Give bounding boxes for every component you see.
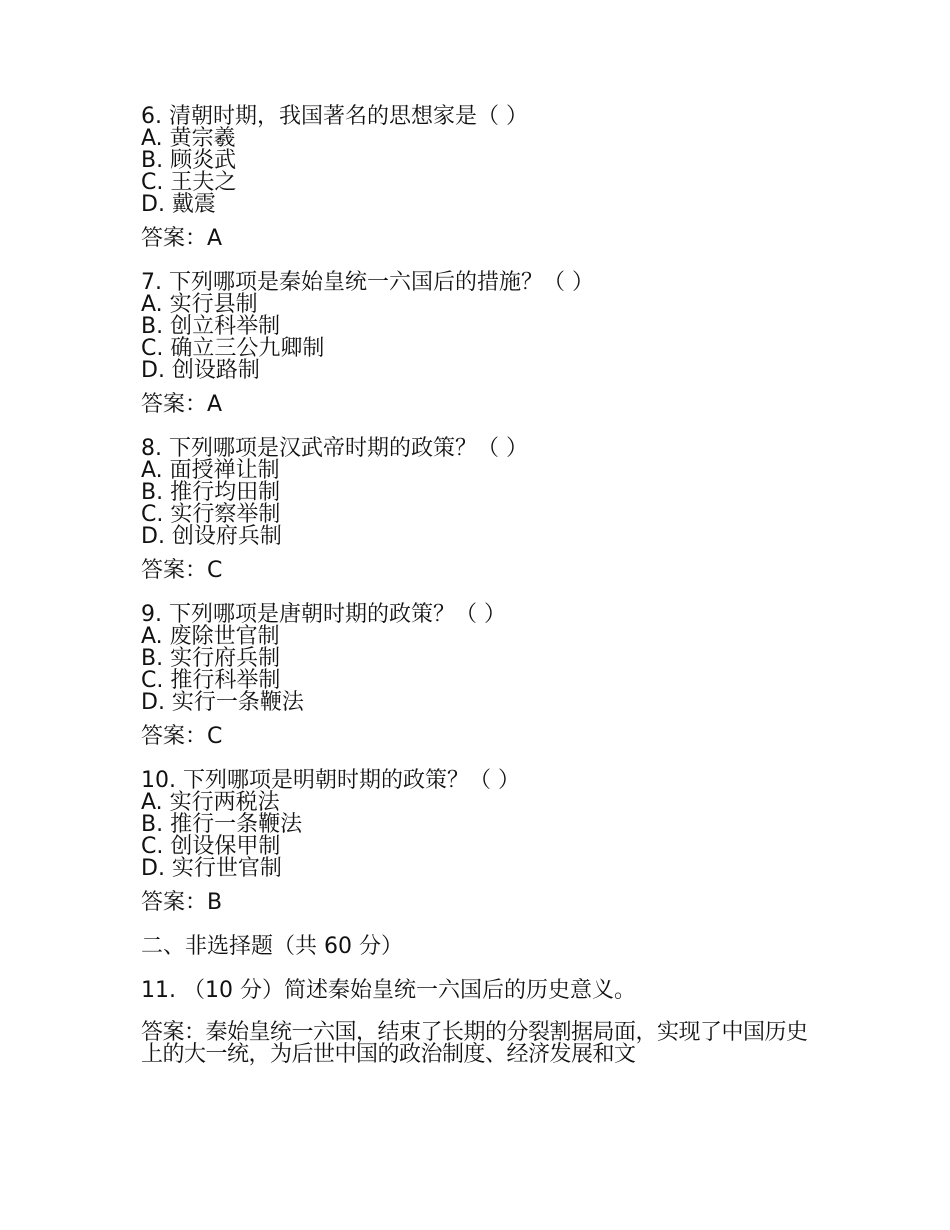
option-d: D. 创设府兵制 [141, 524, 282, 549]
option-b: B. 推行均田制 [141, 480, 281, 505]
option-a: A. 实行两税法 [141, 790, 280, 815]
question-8 [141, 438, 821, 582]
answer-line: 答案：A [141, 226, 223, 251]
question-stem: 7. 下列哪项是秦始皇统一六国后的措施？（ ） [141, 270, 594, 295]
answer-line: 答案：C [141, 724, 223, 749]
question-6 [141, 106, 821, 250]
option-c: C. 实行察举制 [141, 502, 281, 527]
essay-question: 11. （10 分）简述秦始皇统一六国后的历史意义。 [141, 978, 636, 1003]
option-c: C. 推行科举制 [141, 668, 281, 693]
answer-line: 答案：B [141, 890, 223, 915]
option-c: C. 创设保甲制 [141, 834, 281, 859]
question-stem: 9. 下列哪项是唐朝时期的政策？（ ） [141, 602, 506, 627]
option-a: A. 废除世官制 [141, 624, 280, 649]
option-a: A. 面授禅让制 [141, 458, 280, 483]
answer-line: 答案：C [141, 558, 223, 583]
exam-page [141, 106, 821, 1066]
option-b: B. 推行一条鞭法 [141, 812, 303, 837]
question-9 [141, 604, 821, 748]
option-a: A. 实行县制 [141, 292, 258, 317]
question-stem: 8. 下列哪项是汉武帝时期的政策？（ ） [141, 436, 528, 461]
option-b: B. 创立科举制 [141, 314, 281, 339]
question-7 [141, 272, 821, 416]
option-b: B. 实行府兵制 [141, 646, 281, 671]
option-c: C. 王夫之 [141, 170, 237, 195]
question-stem: 10. 下列哪项是明朝时期的政策？（ ） [141, 768, 520, 793]
option-d: D. 实行一条鞭法 [141, 690, 304, 715]
option-d: D. 实行世官制 [141, 856, 282, 881]
answer-line: 答案：A [141, 392, 223, 417]
essay-answer: 答案：秦始皇统一六国，结束了长期的分裂割据局面，实现了中国历史上的大一统，为后世中国的政治制度、经济发展和文 [141, 1020, 808, 1067]
option-b: B. 顾炎武 [141, 148, 237, 173]
option-a: A. 黄宗羲 [141, 126, 236, 151]
option-d: D. 创设路制 [141, 358, 260, 383]
question-10 [141, 770, 821, 914]
option-d: D. 戴震 [141, 192, 216, 217]
option-c: C. 确立三公九卿制 [141, 336, 325, 361]
question-stem: 6. 清朝时期，我国著名的思想家是（ ） [141, 104, 528, 129]
section-title: 二、非选择题（共 60 分） [141, 934, 403, 959]
